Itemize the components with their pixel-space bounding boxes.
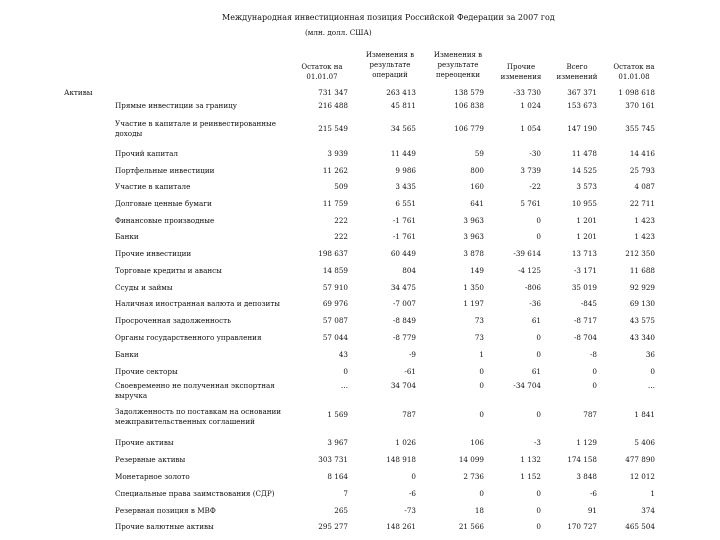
cell-value: 374 xyxy=(641,506,655,515)
cell-value: -73 xyxy=(404,506,416,515)
cell-value: 0 xyxy=(536,216,541,225)
cell-value: 1 xyxy=(650,489,655,498)
cell-value: 5 406 xyxy=(634,438,655,447)
row-label: Торговые кредиты и авансы xyxy=(115,266,222,275)
cell-value: -8 849 xyxy=(392,316,416,325)
cell-value: 14 416 xyxy=(629,149,655,158)
cell-value: 0 xyxy=(411,472,416,481)
cell-value: 11 688 xyxy=(629,266,655,275)
cell-value: 1 841 xyxy=(634,410,655,419)
cell-value: 18 xyxy=(474,506,484,515)
row-label: Финансовые производные xyxy=(115,216,215,225)
cell-value: 7 xyxy=(343,489,348,498)
row-label: Участие в капитале xyxy=(115,182,191,191)
cell-value: -845 xyxy=(580,299,597,308)
row-label: Банки xyxy=(115,232,139,241)
cell-value: 11 262 xyxy=(322,166,348,175)
cell-value: 57 044 xyxy=(322,333,348,342)
cell-value: 36 xyxy=(645,350,655,359)
column-header: Изменения в результате переоценки xyxy=(433,51,483,79)
cell-value: -7 007 xyxy=(392,299,416,308)
cell-value: 215 549 xyxy=(318,124,348,133)
section-value: 138 579 xyxy=(454,88,484,97)
cell-value: … xyxy=(340,381,348,390)
cell-value: 57 087 xyxy=(322,316,348,325)
cell-value: 13 713 xyxy=(571,249,597,258)
row-label: Резервные активы xyxy=(115,455,186,464)
row-label: Наличная иностранная валюта и депозиты xyxy=(115,299,281,308)
section-value: 731 347 xyxy=(318,88,348,97)
row-label: Монетарное золото xyxy=(115,472,190,481)
cell-value: 1 197 xyxy=(463,299,484,308)
cell-value: 8 164 xyxy=(327,472,348,481)
section-value: 263 413 xyxy=(386,88,416,97)
cell-value: 59 xyxy=(474,149,484,158)
cell-value: 43 575 xyxy=(629,316,655,325)
cell-value: 43 xyxy=(338,350,348,359)
cell-value: 3 963 xyxy=(463,216,484,225)
cell-value: 10 955 xyxy=(571,199,597,208)
cell-value: 61 xyxy=(531,316,541,325)
cell-value: 14 859 xyxy=(322,266,348,275)
cell-value: 0 xyxy=(479,410,484,419)
row-label: Просроченная задолженность xyxy=(115,316,232,325)
cell-value: 1 xyxy=(479,350,484,359)
page-title: Международная инвестиционная позиция Российской Федерации за 2007 год xyxy=(222,13,555,22)
cell-value: 6 551 xyxy=(395,199,416,208)
section-value: 1 098 618 xyxy=(618,88,655,97)
cell-value: 477 890 xyxy=(625,455,655,464)
cell-value: 1 201 xyxy=(576,216,597,225)
cell-value: 0 xyxy=(536,506,541,515)
cell-value: 153 673 xyxy=(567,101,597,110)
cell-value: 303 731 xyxy=(318,455,348,464)
cell-value: -22 xyxy=(529,182,541,191)
cell-value: 148 918 xyxy=(386,455,416,464)
section-value: 367 371 xyxy=(567,88,597,97)
cell-value: 1 024 xyxy=(520,101,541,110)
cell-value: 1 423 xyxy=(634,232,655,241)
cell-value: -806 xyxy=(524,283,541,292)
cell-value: 174 158 xyxy=(567,455,597,464)
row-label: Органы государственного управления xyxy=(115,333,262,342)
cell-value: 22 711 xyxy=(629,199,655,208)
column-header: Остаток на 01.01.07 xyxy=(301,63,343,81)
cell-value: -61 xyxy=(404,367,416,376)
cell-value: 147 190 xyxy=(567,124,597,133)
cell-value: 0 xyxy=(479,489,484,498)
cell-value: 222 xyxy=(334,232,348,241)
cell-value: 3 739 xyxy=(520,166,541,175)
row-label: Прочие валютные активы xyxy=(115,522,214,531)
cell-value: 0 xyxy=(536,350,541,359)
row-label: Банки xyxy=(115,350,139,359)
cell-value: 25 793 xyxy=(629,166,655,175)
cell-value: 465 504 xyxy=(625,522,655,531)
cell-value: -3 171 xyxy=(573,266,597,275)
cell-value: 21 566 xyxy=(458,522,484,531)
cell-value: 73 xyxy=(474,333,484,342)
cell-value: -39 614 xyxy=(513,249,541,258)
cell-value: 9 986 xyxy=(395,166,416,175)
cell-value: 34 475 xyxy=(390,283,416,292)
section-value: -33 730 xyxy=(513,88,541,97)
cell-value: 14 099 xyxy=(458,455,484,464)
cell-value: 11 478 xyxy=(571,149,597,158)
cell-value: 69 130 xyxy=(629,299,655,308)
cell-value: 641 xyxy=(470,199,484,208)
row-label: Ссуды и займы xyxy=(115,283,173,292)
row-label: Прочий капитал xyxy=(115,149,178,158)
column-header: Всего изменений xyxy=(556,63,598,81)
cell-value: 170 727 xyxy=(567,522,597,531)
cell-value: 5 761 xyxy=(520,199,541,208)
cell-value: 11 759 xyxy=(322,199,348,208)
cell-value: 106 838 xyxy=(454,101,484,110)
cell-value: -30 xyxy=(529,149,541,158)
cell-value: 149 xyxy=(470,266,484,275)
cell-value: 1 350 xyxy=(463,283,484,292)
cell-value: -34 704 xyxy=(513,381,541,390)
cell-value: 509 xyxy=(334,182,348,191)
cell-value: 0 xyxy=(343,367,348,376)
cell-value: 14 525 xyxy=(571,166,597,175)
cell-value: 0 xyxy=(592,381,597,390)
row-label: Прочие секторы xyxy=(115,367,178,376)
cell-value: -8 717 xyxy=(573,316,597,325)
cell-value: 0 xyxy=(479,367,484,376)
cell-value: 265 xyxy=(334,506,348,515)
cell-value: 43 340 xyxy=(629,333,655,342)
row-label: Специальные права заимствования (СДР) xyxy=(115,489,275,498)
cell-value: 45 811 xyxy=(390,101,416,110)
cell-value: 61 xyxy=(531,367,541,376)
cell-value: 60 449 xyxy=(390,249,416,258)
cell-value: 216 488 xyxy=(318,101,348,110)
cell-value: -1 761 xyxy=(392,216,416,225)
cell-value: 1 569 xyxy=(327,410,348,419)
cell-value: 1 054 xyxy=(520,124,541,133)
cell-value: 0 xyxy=(536,489,541,498)
cell-value: -8 779 xyxy=(392,333,416,342)
cell-value: … xyxy=(647,381,655,390)
cell-value: -6 xyxy=(408,489,416,498)
cell-value: 4 087 xyxy=(634,182,655,191)
cell-value: 3 573 xyxy=(576,182,597,191)
cell-value: -6 xyxy=(589,489,597,498)
cell-value: 0 xyxy=(536,333,541,342)
cell-value: 11 449 xyxy=(390,149,416,158)
cell-value: 57 910 xyxy=(322,283,348,292)
cell-value: 804 xyxy=(402,266,416,275)
cell-value: 3 848 xyxy=(576,472,597,481)
cell-value: 73 xyxy=(474,316,484,325)
cell-value: 0 xyxy=(650,367,655,376)
cell-value: 69 976 xyxy=(322,299,348,308)
row-label: Своевременно не полученная экспортная выручка xyxy=(115,381,275,400)
cell-value: 0 xyxy=(479,381,484,390)
cell-value: 34 704 xyxy=(390,381,416,390)
row-label: Прямые инвестиции за границу xyxy=(115,101,237,110)
cell-value: -9 xyxy=(408,350,416,359)
cell-value: -3 xyxy=(533,438,541,447)
cell-value: 3 939 xyxy=(327,149,348,158)
row-label: Прочие активы xyxy=(115,438,174,447)
cell-value: 106 xyxy=(470,438,484,447)
section-label: Активы xyxy=(64,88,93,97)
cell-value: 295 277 xyxy=(318,522,348,531)
cell-value: 0 xyxy=(536,522,541,531)
cell-value: 1 152 xyxy=(520,472,541,481)
cell-value: 3 967 xyxy=(327,438,348,447)
cell-value: 3 435 xyxy=(395,182,416,191)
row-label: Резервная позиция в МВФ xyxy=(115,506,216,515)
cell-value: 222 xyxy=(334,216,348,225)
column-header: Прочие изменения xyxy=(500,63,542,81)
cell-value: -8 xyxy=(589,350,597,359)
cell-value: -8 704 xyxy=(573,333,597,342)
cell-value: 787 xyxy=(583,410,597,419)
cell-value: 355 745 xyxy=(625,124,655,133)
cell-value: 1 201 xyxy=(576,232,597,241)
row-label: Прочие инвестиции xyxy=(115,249,192,258)
cell-value: 2 736 xyxy=(463,472,484,481)
cell-value: 92 929 xyxy=(629,283,655,292)
cell-value: 160 xyxy=(470,182,484,191)
cell-value: 1 423 xyxy=(634,216,655,225)
cell-value: 3 963 xyxy=(463,232,484,241)
cell-value: 370 161 xyxy=(625,101,655,110)
cell-value: 106 779 xyxy=(454,124,484,133)
cell-value: 212 350 xyxy=(625,249,655,258)
cell-value: 198 637 xyxy=(318,249,348,258)
cell-value: 35 019 xyxy=(571,283,597,292)
cell-value: 91 xyxy=(587,506,597,515)
cell-value: 1 129 xyxy=(576,438,597,447)
row-label: Задолженность по поставкам на основании межправительственных соглашений xyxy=(115,407,282,426)
cell-value: 787 xyxy=(402,410,416,419)
cell-value: 0 xyxy=(536,232,541,241)
cell-value: 12 012 xyxy=(629,472,655,481)
column-header: Остаток на 01.01.08 xyxy=(613,63,655,81)
column-header: Изменения в результате операций xyxy=(365,51,415,79)
cell-value: 34 565 xyxy=(390,124,416,133)
cell-value: -36 xyxy=(529,299,541,308)
cell-value: 1 026 xyxy=(395,438,416,447)
cell-value: 800 xyxy=(470,166,484,175)
cell-value: 1 132 xyxy=(520,455,541,464)
row-label: Долговые ценные бумаги xyxy=(115,199,212,208)
cell-value: -1 761 xyxy=(392,232,416,241)
cell-value: 148 261 xyxy=(386,522,416,531)
cell-value: 3 878 xyxy=(463,249,484,258)
cell-value: -4 125 xyxy=(517,266,541,275)
page-subtitle: (млн. долл. США) xyxy=(305,28,372,37)
cell-value: 0 xyxy=(536,410,541,419)
cell-value: 0 xyxy=(592,367,597,376)
row-label: Портфельные инвестиции xyxy=(115,166,215,175)
row-label: Участие в капитале и реинвестированные доходы xyxy=(115,119,277,138)
